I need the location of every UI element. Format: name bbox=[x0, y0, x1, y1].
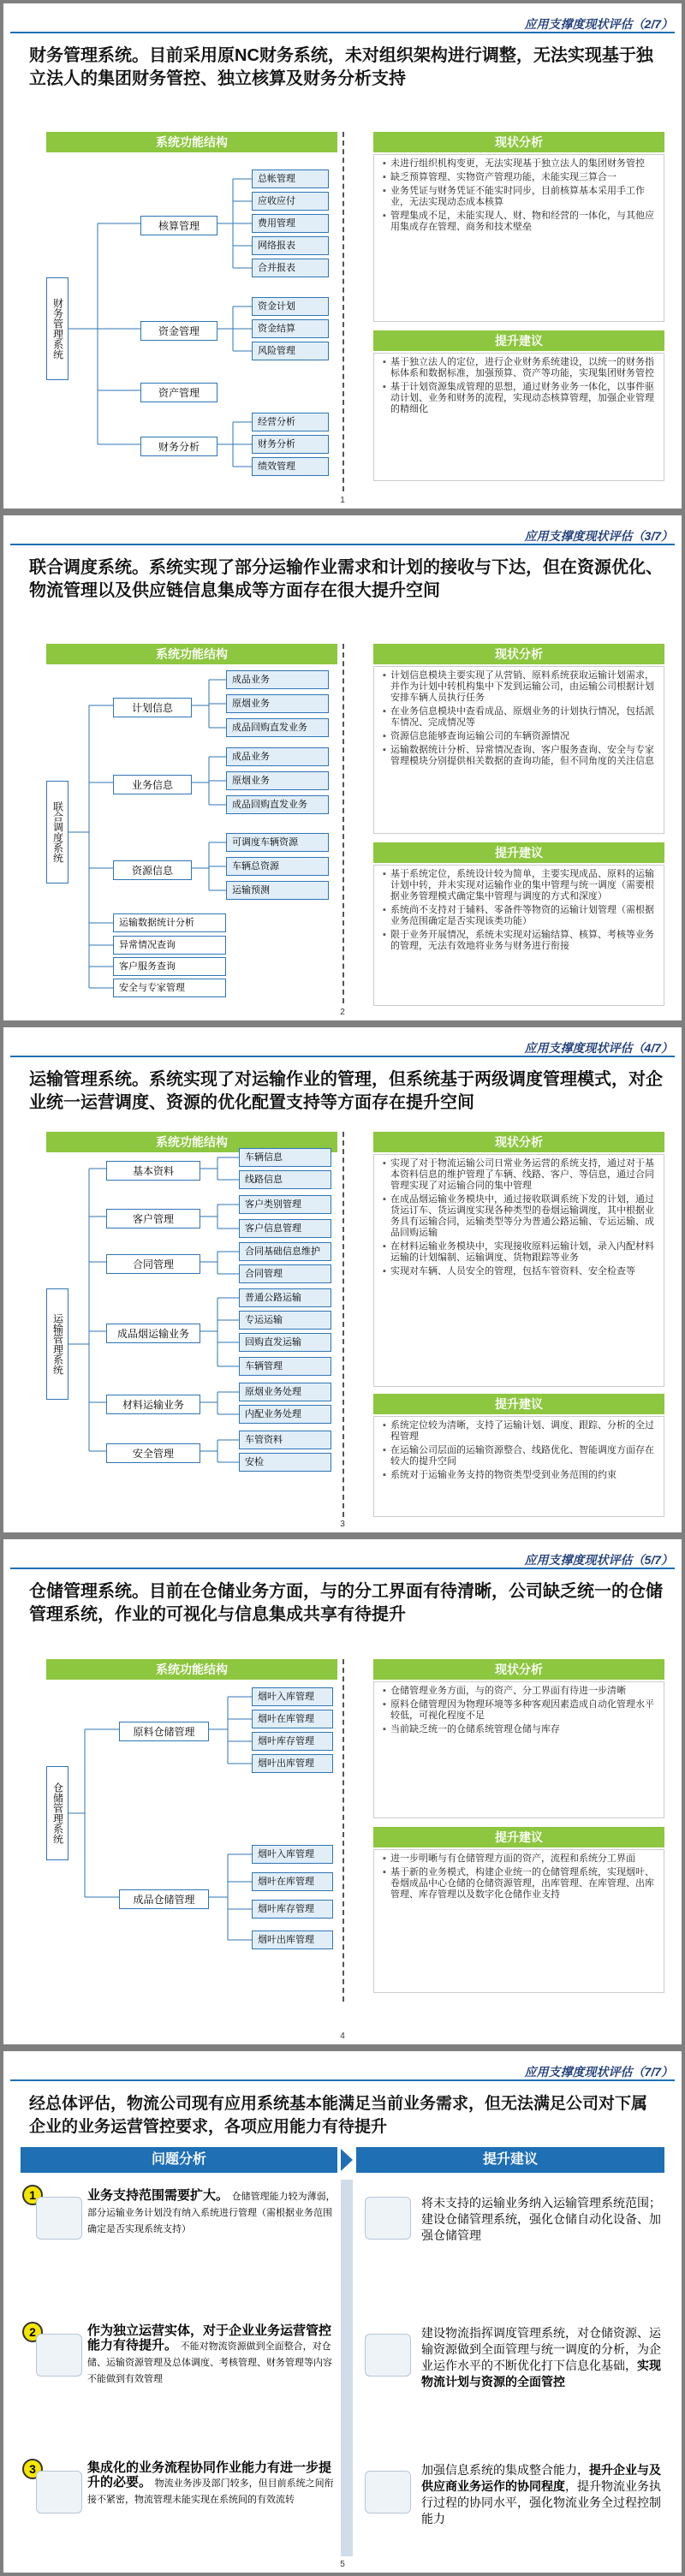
suggestion-panel bbox=[373, 865, 664, 1006]
leaf-item: 网络报表 bbox=[252, 236, 329, 255]
headline: 联合调度系统。系统实现了部分运输作业需求和计划的接收与下达，但在资源优化、物流管理以及供应链信息集成等方面存在很大提升空间 bbox=[29, 558, 663, 600]
status-point: ▪ 业务凭证与财务凭证不能实时同步，目前核算基本采用手工作业，无法实现动态成本核算 bbox=[383, 186, 658, 208]
column-arrow bbox=[341, 2149, 353, 2171]
function-structure-header: 系统功能结构 bbox=[46, 1132, 337, 1152]
leaf-item: 车辆管理 bbox=[239, 1357, 331, 1376]
suggestion-point: ▪ 基于计划资源集成管理的思想，通过财务业务一体化，以事件驱动计划、业务和财务的流程，实现动态核算管理，加强企业管理的精细化 bbox=[383, 382, 658, 415]
problem-1 bbox=[87, 2188, 336, 2237]
leaf-item: 车辆总资源 bbox=[226, 857, 329, 876]
clipboard-icon bbox=[365, 2471, 411, 2514]
status-point: ▪ 资源信息能够查询运输公司的车辆资源情况 bbox=[383, 731, 658, 742]
suggestion-point: ▪ 基于独立法人的定位，进行企业财务系统建设，以统一的财务指标体系和数据标准，加强预算、资产等功能，实现集团财务管控 bbox=[383, 357, 658, 379]
suggestion-text: 加强信息系统的集成整合能力， bbox=[421, 2463, 589, 2477]
suggestion-panel bbox=[373, 353, 664, 481]
group-node: 安全管理 bbox=[106, 1443, 200, 1463]
problem-2 bbox=[87, 2323, 336, 2387]
leaf-item: 车辆信息 bbox=[239, 1148, 331, 1167]
function-structure-header: 系统功能结构 bbox=[46, 1659, 337, 1680]
page-number: 4 bbox=[340, 2032, 345, 2041]
status-analysis-header: 现状分析 bbox=[373, 644, 664, 664]
suggestion-text: 建设物流指挥调度管理系统，对仓储资源、运输资源做到全面管理与统一调度的分析，为企业运作水平的不断优化打下信息化基础， bbox=[421, 2326, 661, 2372]
headline: 财务管理系统。目前采用原NC财务系统，未对组织架构进行调整，无法实现基于独立法人的集团财务管控、独立核算及财务分析支持 bbox=[29, 46, 653, 88]
group-node: 基本资料 bbox=[106, 1161, 200, 1181]
status-point: ▪ 当前缺乏统一的仓储系统管理仓储与库存 bbox=[383, 1724, 658, 1735]
people-icon bbox=[36, 2197, 82, 2240]
group-node: 成品烟运输业务 bbox=[106, 1324, 200, 1343]
group-node: 财务分析 bbox=[140, 437, 217, 456]
leaf-item: 客户类别管理 bbox=[239, 1195, 331, 1214]
status-point: ▪ 计划信息模块主要实现了从营销、原料系统获取运输计划需求，并作为计划中转机构集中下发到运输公司，由运输公司根据计划安排车辆人员执行任务 bbox=[383, 670, 658, 704]
status-point: ▪ 实现了对于物流运输公司日常业务运营的系统支持，通过对于基本资料信息的维护管理了车辆、线路、客户、等信息，通过合同管理实现了对运输合同的集中管理 bbox=[383, 1158, 658, 1192]
headline: 仓储管理系统。目前在仓储业务方面，与的分工界面有待清晰，公司缺乏统一的仓储管理系统，作业的可视化与信息集成共享有待提升 bbox=[29, 1582, 663, 1624]
leaf-item: 应收应付 bbox=[252, 192, 329, 211]
group-node: 客户管理 bbox=[106, 1209, 200, 1229]
leaf-item: 原烟业务 bbox=[226, 771, 329, 790]
problem-number: 3 bbox=[22, 2459, 43, 2479]
headline: 经总体评估，物流公司现有应用系统基本能满足当前业务需求，但无法满足公司对下属企业的业务运营管控要求，各项应用能力有待提升 bbox=[29, 2095, 648, 2136]
leaf-item: 合同基础信息维护 bbox=[239, 1242, 331, 1261]
root-node: 仓储管理系统 bbox=[46, 1766, 68, 1860]
group-node: 计划信息 bbox=[113, 698, 192, 717]
divider-bar bbox=[341, 2180, 353, 2556]
suggestion-emphasis: 实现物流计划与资源的全面管控 bbox=[421, 2359, 661, 2389]
leaf-item: 异常情况查询 bbox=[113, 936, 226, 955]
divider bbox=[10, 2079, 675, 2081]
status-point: ▪ 在材料运输业务模块中，实现接收原料运输计划，录入内配材料运输的计划编制、运输调度、货物跟踪等业务 bbox=[383, 1241, 658, 1264]
suggestion-point: ▪ 进一步明晰与有仓储管理方面的资产，流程和系统分工界面 bbox=[383, 1853, 658, 1865]
slide-tag: 应用支撑度现状评估（2/7） bbox=[524, 17, 673, 31]
dashboard-icon bbox=[365, 2334, 411, 2377]
slide-warehouse bbox=[3, 1539, 682, 2044]
status-analysis-header: 现状分析 bbox=[373, 1132, 664, 1152]
leaf-item: 绩效管理 bbox=[252, 457, 329, 476]
group-node: 资产管理 bbox=[140, 383, 217, 402]
suggestion-point: ▪ 基于系统定位，系统设计较为简单，主要实现成品、原料的运输计划中转，并未实现对运输作业的集中管理与统一调度（需要根据业务管理模式确定集中管理与调度的方式和深度） bbox=[383, 869, 658, 902]
status-point: ▪ 原料仓储管理因为物理环境等多种客观因素造成自动化管理水平较低，可视化程度不足 bbox=[383, 1699, 658, 1722]
leaf-item: 原烟业务处理 bbox=[239, 1383, 331, 1401]
status-point: ▪ 管理集成不足，未能实现人、财、物和经营的一体化，与其他应用集成存在管理、商务和技术壁垒 bbox=[383, 211, 658, 233]
suggestion-point: ▪ 系统尚不支持对于辅料、零备件等物资的运输计划管理（需根据业务范围确定是否实现该类功能） bbox=[383, 905, 658, 927]
leaf-item: 总帐管理 bbox=[252, 170, 329, 188]
leaf-item: 资金计划 bbox=[252, 297, 329, 316]
leaf-item: 安检 bbox=[239, 1453, 331, 1472]
leaf-item: 烟叶在库管理 bbox=[252, 1872, 333, 1891]
function-structure-header: 系统功能结构 bbox=[46, 132, 337, 152]
group-node: 资源信息 bbox=[113, 860, 192, 880]
suggestion-header: 提升建议 bbox=[356, 2147, 664, 2173]
problem-body: 物流业务涉及部门较多，但目前系统之间衔接不紧密，物流管理未能实现在系统间的有效流转 bbox=[87, 2478, 334, 2505]
leaf-item: 车管资料 bbox=[239, 1431, 331, 1449]
function-structure-header: 系统功能结构 bbox=[46, 644, 337, 664]
suggestion-header: 提升建议 bbox=[373, 1394, 664, 1414]
root-node: 运输管理系统 bbox=[46, 1288, 68, 1400]
leaf-item: 风险管理 bbox=[252, 342, 329, 360]
suggestion-header: 提升建议 bbox=[373, 842, 664, 863]
gears-icon bbox=[36, 2471, 82, 2514]
leaf-item: 成品业务 bbox=[226, 747, 329, 766]
page-number: 2 bbox=[340, 1008, 345, 1017]
leaf-item: 运输预测 bbox=[226, 881, 329, 900]
status-point: ▪ 仓储管理业务方面，与的资产、分工界面有待进一步清晰 bbox=[383, 1686, 658, 1697]
leaf-item: 成品业务 bbox=[226, 670, 329, 689]
leaf-item: 资金结算 bbox=[252, 319, 329, 338]
status-analysis-header: 现状分析 bbox=[373, 1659, 664, 1680]
status-panel bbox=[373, 666, 664, 834]
leaf-item: 烟叶入库管理 bbox=[252, 1687, 333, 1706]
group-node: 原料仓储管理 bbox=[119, 1722, 209, 1741]
leaf-item: 客户信息管理 bbox=[239, 1219, 331, 1238]
leaf-item: 内配业务处理 bbox=[239, 1405, 331, 1424]
leaf-item: 合同管理 bbox=[239, 1264, 331, 1283]
suggestion-point: ▪ 在运输公司层面的运输资源整合、线路优化、智能调度方面存在较大的提升空间 bbox=[383, 1445, 658, 1467]
group-node: 业务信息 bbox=[113, 775, 192, 794]
slide-tag: 应用支撑度现状评估（5/7） bbox=[524, 1553, 673, 1567]
building-icon bbox=[36, 2334, 82, 2377]
leaf-item: 可调度车辆资源 bbox=[226, 833, 329, 852]
page-number: 1 bbox=[340, 496, 345, 505]
leaf-item: 原烟业务 bbox=[226, 694, 329, 713]
suggestion-tail: ，提升物流业务执行过程的协同水平，强化物流业务全过程控制能力 bbox=[421, 2479, 661, 2525]
group-node: 材料运输业务 bbox=[106, 1395, 200, 1414]
leaf-item: 专运运输 bbox=[239, 1311, 331, 1330]
status-panel bbox=[373, 154, 664, 322]
leaf-item: 成品回购直发业务 bbox=[226, 795, 329, 814]
page-number: 5 bbox=[340, 2560, 345, 2569]
problem-3 bbox=[87, 2460, 336, 2508]
headline: 运输管理系统。系统实现了对运输作业的管理，但系统基于两级调度管理模式，对企业统一运营调度、资源的优化配置支持等方面存在提升空间 bbox=[29, 1070, 663, 1112]
leaf-item: 烟叶库存管理 bbox=[252, 1732, 333, 1751]
status-point: ▪ 实现对车辆、人员安全的管理，包括车管资料、安全检查等 bbox=[383, 1266, 658, 1277]
slide-finance bbox=[3, 3, 682, 509]
leaf-item: 烟叶在库管理 bbox=[252, 1710, 333, 1728]
problem-title: 业务支持范围需要扩大。 bbox=[87, 2188, 229, 2203]
leaf-item: 烟叶出库管理 bbox=[252, 1754, 333, 1773]
status-point: ▪ 在成品烟运输业务模块中，通过接收联调系统下发的计划，通过货运订车、货运调度实现各种类型的卷烟运输调度，其中根据业务具有运输合同，运输类型等分为普通公路运输、专运运输、成品回购运输 bbox=[383, 1194, 658, 1239]
suggestion-point: ▪ 系统定位较为清晰，支持了运输计划、调度、跟踪、分析的全过程管理 bbox=[383, 1420, 658, 1443]
suggestion-panel bbox=[373, 1849, 664, 1993]
suggestion-header: 提升建议 bbox=[373, 1827, 664, 1847]
status-point: ▪ 未进行组织机构变更，无法实现基于独立法人的集团财务管控 bbox=[383, 158, 658, 170]
problem-body: 仓储管理能力较为薄弱，部分运输业务计划没有纳入系统进行管理（需根据业务范围确定是否实现系统支持） bbox=[87, 2192, 336, 2234]
status-analysis-header: 现状分析 bbox=[373, 132, 664, 152]
suggestion-header: 提升建议 bbox=[373, 330, 664, 351]
suggestion-point: ▪ 限于业务开展情况，系统未实现对运输结算、核算、考核等业务的管理，无法有效地将业务与财务进行衔接 bbox=[383, 930, 658, 952]
leaf-item: 烟叶出库管理 bbox=[252, 1931, 333, 1949]
problem-body: 不能对物流资源做到全面整合，对仓储、运输资源管理及总体调度、考核管理、财务管理等内容不能做到有效管理 bbox=[87, 2341, 332, 2384]
leaf-item: 烟叶入库管理 bbox=[252, 1845, 333, 1864]
slide-tag: 应用支撑度现状评估（4/7） bbox=[524, 1041, 673, 1055]
problem-title: 作为独立运营实体，对于企业业务运营管控能力有待提升。 bbox=[87, 2323, 332, 2353]
leaf-item: 财务分析 bbox=[252, 435, 329, 454]
suggestion-1: 将未支持的运输业务纳入运输管理系统范围；建设仓储管理系统，强化仓储自动化设备、加强仓储管理 bbox=[421, 2196, 661, 2242]
leaf-item: 费用管理 bbox=[252, 214, 329, 233]
status-point: ▪ 运输数据统计分析、异常情况查询、客户服务查询、安全与专家管理模块分别提供相关数据的查询功能，但不同角度的关注信息 bbox=[383, 745, 658, 767]
group-node: 成品仓储管理 bbox=[119, 1889, 209, 1909]
leaf-item: 线路信息 bbox=[239, 1170, 331, 1189]
suggestion-emphasis: 提升企业与及供应商业务运作的协同程度 bbox=[421, 2463, 661, 2493]
slide-dispatch bbox=[3, 515, 682, 1020]
slide-tag: 应用支撑度现状评估（7/7） bbox=[524, 2065, 673, 2079]
leaf-item: 安全与专家管理 bbox=[113, 979, 226, 997]
status-panel bbox=[373, 1681, 664, 1818]
root-node: 财务管理系统 bbox=[46, 277, 68, 380]
problem-title: 集成化的业务流程协同作业能力有进一步提升的必要。 bbox=[87, 2460, 332, 2490]
suggestion-point: ▪ 系统对于运输业务支持的物资类型受到业务范围的约束 bbox=[383, 1470, 658, 1481]
slide-summary bbox=[3, 2051, 682, 2573]
suggestion-3 bbox=[421, 2462, 661, 2527]
leaf-item: 经营分析 bbox=[252, 413, 329, 431]
slide-tag: 应用支撑度现状评估（3/7） bbox=[524, 529, 673, 543]
page-number: 3 bbox=[340, 1520, 345, 1529]
group-node: 合同管理 bbox=[106, 1254, 200, 1274]
status-point: ▪ 缺乏预算管理、实物资产管理功能，未能实现三算合一 bbox=[383, 172, 658, 183]
root-node: 联合调度系统 bbox=[46, 781, 68, 883]
leaf-item: 客户服务查询 bbox=[113, 957, 226, 976]
slide-transport bbox=[3, 1027, 682, 1532]
suggestion-2 bbox=[421, 2325, 661, 2390]
problem-number: 2 bbox=[22, 2322, 43, 2342]
leaf-item: 普通公路运输 bbox=[239, 1288, 331, 1307]
leaf-item: 成品回购直发业务 bbox=[226, 718, 329, 737]
leaf-item: 烟叶库存管理 bbox=[252, 1900, 333, 1919]
problem-analysis-header: 问题分析 bbox=[21, 2147, 337, 2173]
status-panel bbox=[373, 1154, 664, 1387]
leaf-item: 运输数据统计分析 bbox=[113, 913, 226, 932]
suggestion-panel bbox=[373, 1416, 664, 1517]
server-icon bbox=[365, 2197, 411, 2240]
leaf-item: 回购直发运输 bbox=[239, 1333, 331, 1352]
problem-number: 1 bbox=[22, 2185, 43, 2205]
status-point: ▪ 在业务信息模块中查看成品、原烟业务的计划执行情况，包括派车情况、完成情况等 bbox=[383, 706, 658, 729]
group-node: 核算管理 bbox=[140, 216, 217, 235]
suggestion-point: ▪ 基于新的业务模式，构建企业统一的仓储管理系统，实现烟叶、卷烟成品中心仓储的仓储资源管理，出库管理、在库管理、出库管理、库存管理以及数字化仓储作业支持 bbox=[383, 1867, 658, 1901]
leaf-item: 合并报表 bbox=[252, 259, 329, 277]
group-node: 资金管理 bbox=[140, 321, 217, 341]
